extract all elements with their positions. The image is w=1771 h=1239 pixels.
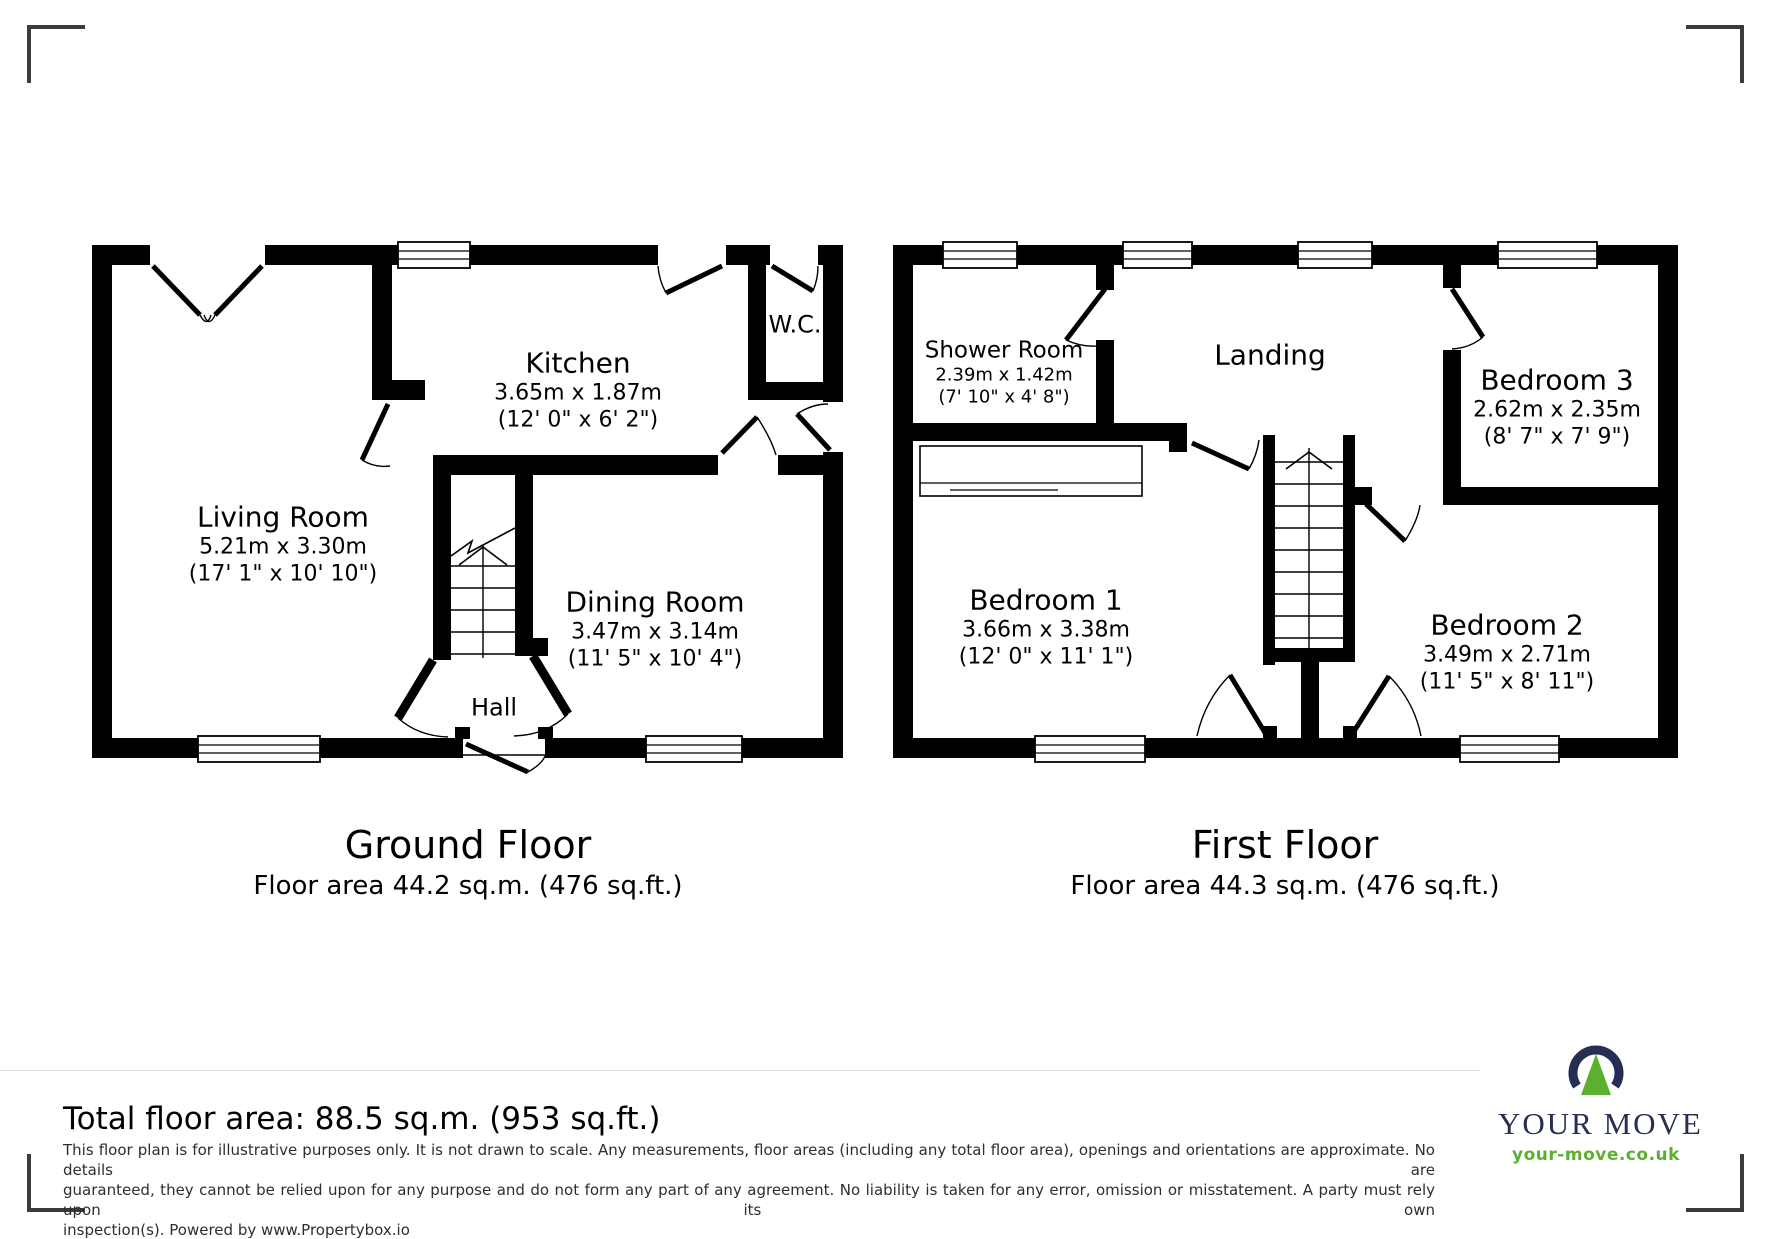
room-dims-imperial: (12' 0" x 11' 1") (958, 644, 1134, 670)
room-dims-imperial: (7' 10" x 4' 8") (938, 386, 1070, 408)
window (1498, 242, 1597, 268)
window (943, 242, 1017, 268)
room-label-bedroom-2 (1420, 609, 1594, 696)
room-dims-metric: 3.47m x 3.14m (571, 619, 739, 645)
door (1366, 504, 1420, 541)
window (1035, 736, 1145, 762)
room-label-landing (1214, 339, 1326, 372)
window (1460, 736, 1559, 762)
door-arc (398, 718, 448, 737)
room-name: Living Room (197, 500, 369, 534)
door (797, 404, 830, 450)
footer-divider (0, 1070, 1480, 1071)
door (772, 266, 818, 291)
room-label-living-room (189, 501, 377, 588)
room-label-bedroom-1 (959, 584, 1133, 671)
room-dims-metric: 5.21m x 3.30m (199, 534, 367, 560)
stairs-first-floor (1275, 448, 1343, 648)
your-move-logo-mark (1541, 1042, 1651, 1104)
room-label-kitchen (494, 347, 662, 434)
room-dims-imperial: (12' 0" x 6' 2") (497, 407, 659, 433)
french-door (153, 266, 262, 322)
room-label-hall (471, 692, 517, 725)
room-name: Bedroom 1 (969, 583, 1123, 617)
first-floor-area: Floor area 44.3 sq.m. (476 sq.ft.) (1070, 871, 1500, 901)
door (1351, 676, 1421, 736)
door (362, 404, 390, 466)
room-name: Dining Room (565, 585, 745, 619)
door (722, 417, 776, 455)
disclaimer-line: guaranteed, they cannot be relied upon for any purpose and do not form any part of any agreement. No liability is taken for any error, omission or misstatement. A party must rely upon its own (63, 1181, 1435, 1219)
door (658, 266, 722, 293)
front-door (463, 744, 545, 772)
room-name: Bedroom 2 (1430, 608, 1584, 642)
window (1123, 242, 1192, 268)
room-dims-metric: 2.62m x 2.35m (1473, 397, 1641, 423)
room-name: Hall (470, 693, 518, 722)
total-floor-area: Total floor area: 88.5 sq.m. (953 sq.ft.) (63, 1101, 661, 1137)
room-name: Landing (1214, 338, 1326, 372)
room-dims-imperial: (17' 1" x 10' 10") (188, 561, 378, 587)
disclaimer-line: This floor plan is for illustrative purposes only. It is not drawn to scale. Any measurements, floor areas (including any total floor area), openings and orientations are approximate. No details are (63, 1141, 1435, 1179)
room-dims-metric: 3.66m x 3.38m (962, 617, 1130, 643)
window (198, 736, 320, 762)
room-label-dining-room (565, 586, 744, 673)
ground-floor-title: Ground Floor (344, 823, 592, 867)
ground-floor-area: Floor area 44.2 sq.m. (476 sq.ft.) (253, 871, 683, 901)
room-dims-metric: 3.49m x 2.71m (1423, 642, 1591, 668)
room-dims-imperial: (11' 5" x 10' 4") (567, 646, 743, 672)
room-dims-metric: 3.65m x 1.87m (494, 380, 662, 406)
room-name: W.C. (768, 310, 822, 339)
door (1192, 440, 1259, 469)
your-move-logo (1498, 1042, 1703, 1165)
disclaimer (63, 1140, 1435, 1239)
room-name: Bedroom 3 (1480, 363, 1634, 397)
room-dims-imperial: (8' 7" x 7' 9") (1483, 424, 1631, 450)
window (398, 242, 470, 268)
room-dims-imperial: (11' 5" x 8' 11") (1419, 669, 1595, 695)
disclaimer-line: inspection(s). Powered by www.Propertybox.io (63, 1221, 410, 1239)
window (646, 736, 742, 762)
room-dims-metric: 2.39m x 1.42m (935, 364, 1073, 386)
logo-site-text: your-move.co.uk (1512, 1145, 1680, 1165)
room-name: Shower Room (924, 337, 1084, 364)
door (1197, 675, 1267, 736)
first-floor-title: First Floor (1191, 823, 1379, 867)
room-label-wc (769, 309, 822, 342)
cupboard (920, 446, 1142, 496)
window (1298, 242, 1372, 268)
door (1452, 289, 1483, 349)
logo-brand-text: YOUR MOVE (1498, 1106, 1703, 1141)
room-label-shower-room (925, 338, 1083, 409)
stairs-ground-floor (451, 528, 515, 658)
room-label-bedroom-3 (1473, 364, 1641, 451)
room-name: Kitchen (525, 346, 631, 380)
